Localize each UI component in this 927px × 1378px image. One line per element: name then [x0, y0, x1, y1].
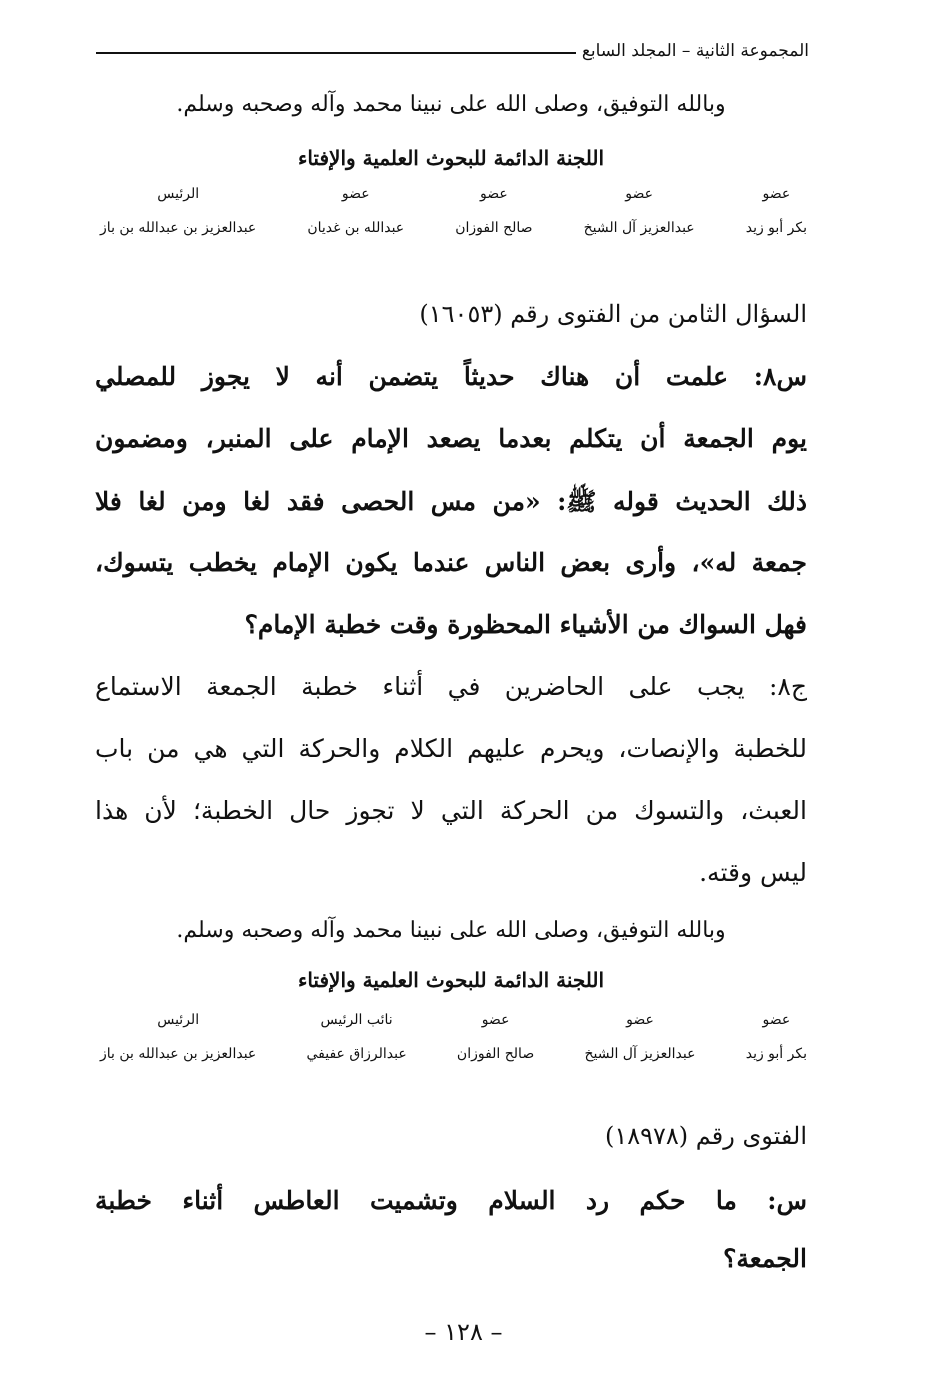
signatories-1	[100, 186, 807, 236]
signatory	[584, 1012, 695, 1062]
signatory-role: عضو	[626, 1012, 654, 1028]
question-line: س: ما حكم رد السلام وتشميت العاطس أثناء خطبة	[95, 1186, 807, 1215]
page-number: – ١٢٨ –	[424, 1318, 503, 1346]
signatory-role: عضو	[341, 186, 370, 202]
signatory	[307, 186, 404, 236]
signatory-name: عبدالعزيز آل الشيخ	[583, 220, 695, 236]
running-title: المجموعة الثانية – المجلد السابع	[581, 41, 809, 61]
signatory-name: صالح الفوزان	[455, 220, 533, 236]
running-header	[96, 36, 809, 66]
committee-name-2: اللجنة الدائمة للبحوث العلمية والإفتاء	[297, 968, 605, 992]
signatory	[100, 186, 256, 236]
signatory-name: بكر أبو زيد	[745, 1046, 807, 1062]
fatwa-title-1: السؤال الثامن من الفتوى رقم (١٦٠٥٣)	[419, 300, 807, 328]
signatory	[584, 186, 695, 236]
answer-line: ج٨: يجب على الحاضرين في أثناء خطبة الجمعة الاستماع	[95, 672, 807, 701]
signatory-role: عضو	[481, 1012, 510, 1028]
signatory-role: عضو	[762, 1012, 791, 1028]
signatory	[746, 1012, 807, 1062]
question-line: جمعة له»، وأرى بعض الناس عندما يكون الإمام يخطب يتسوك،	[95, 548, 807, 577]
signatory-name: عبدالرزاق عفيفي	[306, 1046, 407, 1062]
signatory-role: الرئيس	[157, 186, 200, 202]
signatory-role: الرئيس	[157, 1012, 200, 1028]
fatwa-title-2: الفتوى رقم (١٨٩٧٨)	[604, 1122, 807, 1150]
signatory	[307, 1012, 407, 1062]
signatory	[455, 186, 532, 236]
closing-formula-2: وبالله التوفيق، وصلى الله على نبينا محمد وآله وصحبه وسلم.	[176, 918, 726, 943]
signatory-name: عبدالعزيز بن عبدالله بن باز	[100, 1046, 257, 1062]
question-line: يوم الجمعة أن يتكلم بعدما يصعد الإمام على المنبر، ومضمون	[95, 424, 807, 453]
question-line: فهل السواك من الأشياء المحظورة وقت خطبة الإمام؟	[244, 610, 807, 639]
signatory-name: بكر أبو زيد	[745, 220, 807, 236]
signatories-2	[100, 1012, 807, 1062]
signatory-role: نائب الرئيس	[320, 1012, 393, 1028]
signatory	[100, 1012, 256, 1062]
committee-name-1: اللجنة الدائمة للبحوث العلمية والإفتاء	[297, 146, 605, 170]
signatory-role: عضو	[762, 186, 791, 202]
question-line: ذلك الحديث قوله ﷺ: «من مس الحصى فقد لغا ومن لغا فلا	[95, 487, 807, 516]
signatory-name: عبدالله بن غديان	[307, 220, 405, 236]
answer-line: العبث، والتسوك من الحركة التي لا تجوز حال الخطبة؛ لأن هذا	[95, 796, 807, 825]
signatory-name: صالح الفوزان	[456, 1046, 535, 1062]
question-line: س٨: علمت أن هناك حديثاً يتضمن أنه لا يجوز للمصلي	[95, 362, 807, 391]
answer-line: ليس وقته.	[699, 858, 807, 887]
question-line: الجمعة؟	[723, 1244, 807, 1273]
header-rule	[96, 52, 576, 54]
signatory-role: عضو	[480, 186, 508, 202]
closing-formula-1: وبالله التوفيق، وصلى الله على نبينا محمد وآله وصحبه وسلم.	[176, 92, 726, 117]
signatory-name: عبدالعزيز آل الشيخ	[584, 1046, 696, 1062]
signatory-role: عضو	[625, 186, 653, 202]
signatory	[746, 186, 807, 236]
answer-line: للخطبة والإنصات، ويحرم عليهم الكلام والحركة التي هي من باب	[95, 734, 807, 763]
signatory	[457, 1012, 534, 1062]
signatory-name: عبدالعزيز بن عبدالله بن باز	[100, 220, 257, 236]
